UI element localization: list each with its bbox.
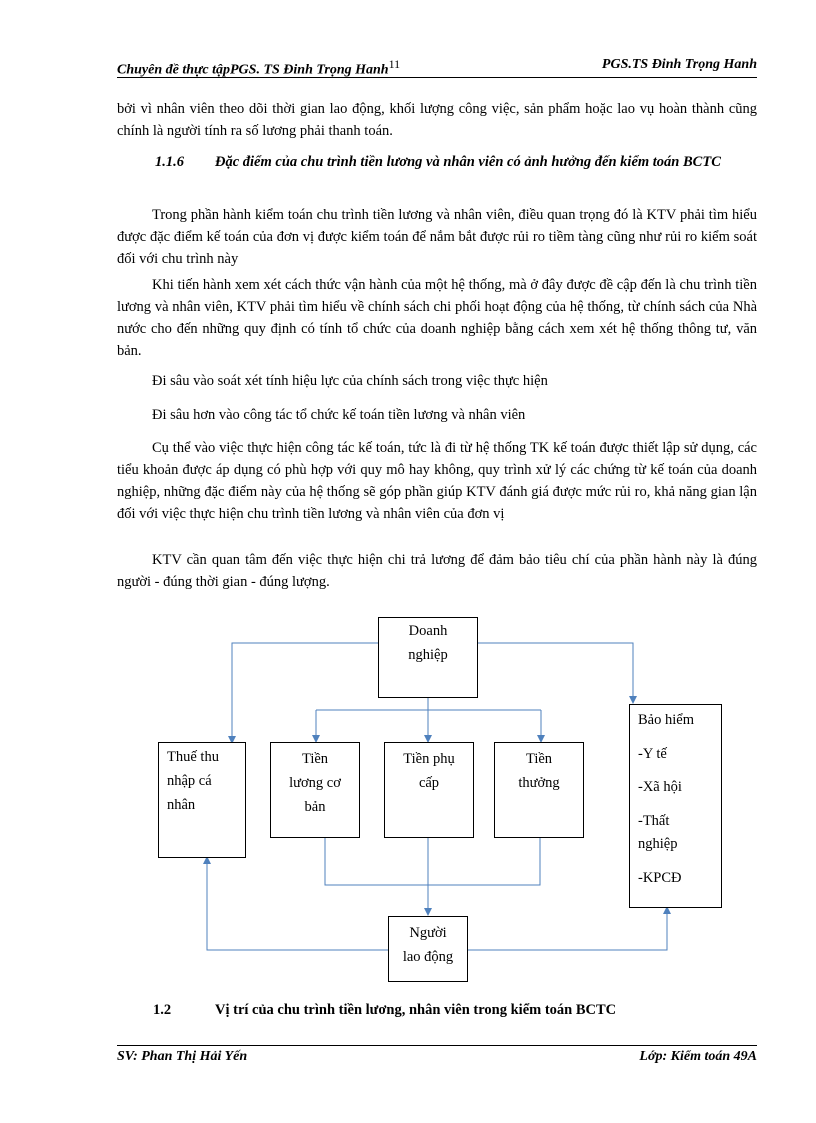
box-thue-line-2: nhập cá xyxy=(167,773,212,789)
paragraph-3: Đi sâu vào soát xét tính hiệu lực của chính sách trong việc thực hiện xyxy=(152,373,548,389)
paragraph-6: KTV cần quan tâm đến việc thực hiện chi trả lương để đảm bảo tiêu chí của phần hành này là đúng người - đúng thời gian - đúng lượng. xyxy=(117,552,757,590)
footer-left: SV: Phan Thị Hải Yến xyxy=(117,1049,248,1064)
arrow-dn-to-thue xyxy=(232,643,378,742)
paragraph-intro: bởi vì nhân viên theo dõi thời gian lao động, khối lượng công việc, sản phẩm hoặc lao vụ hoàn thành cũng chính là người tính ra số lương phải thanh toán. xyxy=(117,101,757,139)
paragraph-2: Khi tiến hành xem xét cách thức vận hành của một hệ thống, mà ở đây được đề cập đến là chu trình tiền lương và nhân viên, KTV phải tìm hiểu về chính sách chi phối hoạt động của hệ thống, từ chính sách của Nhà nước cho đến những quy định có tính tổ chức của doanh nghiệp bằng cách xem xét hệ thống thông tư, văn bản. xyxy=(117,277,757,359)
arrow-nguoild-to-thue xyxy=(207,858,388,950)
arrow-dn-to-baohiem xyxy=(478,643,633,702)
box-doanh-nghiep xyxy=(378,617,478,698)
box-phu-cap xyxy=(384,742,474,838)
box-thuong xyxy=(494,742,584,838)
box-luong-co-ban xyxy=(270,742,360,838)
arrow-nguoild-to-baohiem xyxy=(468,908,667,950)
header-right: PGS.TS Đinh Trọng Hanh xyxy=(601,57,757,72)
section-2-heading xyxy=(153,1002,617,1019)
section-2-title: Vị trí của chu trình tiền lương, nhân viên trong kiểm toán BCTC xyxy=(215,1002,617,1018)
box-nguoild-line-2: lao động xyxy=(402,949,454,965)
box-doanh-nghiep-line-2: nghiệp xyxy=(408,647,448,663)
header-left: Chuyên đề thực tậpPGS. TS Đinh Trọng Hanh$^{11}$ xyxy=(117,57,401,78)
paragraph-4: Đi sâu hơn vào công tác tổ chức kế toán tiền lương và nhân viên xyxy=(152,407,526,423)
box-baohiem-line-5: nghiệp xyxy=(638,836,678,852)
box-thuong-line-2: thưởng xyxy=(518,775,560,791)
box-phucap-line-1: Tiền phụ xyxy=(403,751,455,767)
box-baohiem-line-4: -Thất xyxy=(638,812,670,829)
box-thuong-line-1: Tiền xyxy=(525,751,553,767)
box-bao-hiem xyxy=(629,704,722,908)
box-baohiem-line-3: -Xã hội xyxy=(638,779,682,795)
box-doanh-nghiep-line-1: Doanh xyxy=(408,623,448,639)
box-luong-line-3: bản xyxy=(304,799,326,815)
box-nguoi-lao-dong xyxy=(388,916,468,982)
section-number: 1.1.6 xyxy=(155,154,184,170)
box-baohiem-line-2: -Y tế xyxy=(638,745,667,762)
line-bottom-bus xyxy=(325,838,540,885)
footer-right: Lớp: Kiểm toán 49A xyxy=(639,1049,757,1064)
box-thue-line-3: nhân xyxy=(167,797,196,813)
box-luong-line-2: lương cơ xyxy=(289,775,341,791)
box-nguoild-line-1: Người xyxy=(409,925,447,941)
box-baohiem-line-6: -KPCĐ xyxy=(638,869,682,886)
section-2-number: 1.2 xyxy=(153,1002,172,1018)
box-thue-line-1: Thuế thu xyxy=(167,749,219,765)
section-title: Đặc điểm của chu trình tiền lương và nhân viên có ảnh hưởng đến kiểm toán BCTC xyxy=(215,154,721,170)
box-luong-line-1: Tiền xyxy=(301,751,329,767)
box-baohiem-line-1: Bảo hiểm xyxy=(638,712,694,728)
box-phucap-line-2: cấp xyxy=(418,775,440,791)
box-thue-thu-nhap xyxy=(158,742,246,858)
paragraph-5: Cụ thể vào việc thực hiện công tác kế toán, tức là đi từ hệ thống TK kế toán được thiết lập sử dụng, các tiểu khoản được áp dụng có phù hợp với quy mô hay không, quy trình xử lý các chứng từ kế toán của doanh nghiệp, những đặc điểm này của hệ thống sẽ góp phần giúp KTV đánh giá được mức rủi ro, khả năng gian lận đối với việc thực hiện chu trình tiền lương và nhân viên của đơn vị xyxy=(117,440,757,522)
page-footer xyxy=(117,1045,757,1064)
page-number: 11 xyxy=(388,57,401,71)
paragraph-1: Trong phần hành kiểm toán chu trình tiền lương và nhân viên, điều quan trọng đó là KTV phải tìm hiểu được đặc điểm kế toán của đơn vị được kiểm toán để nắm bắt được rủi ro tiềm tàng cũng như rủi ro kiểm soát đối với chu trình này xyxy=(117,207,757,267)
